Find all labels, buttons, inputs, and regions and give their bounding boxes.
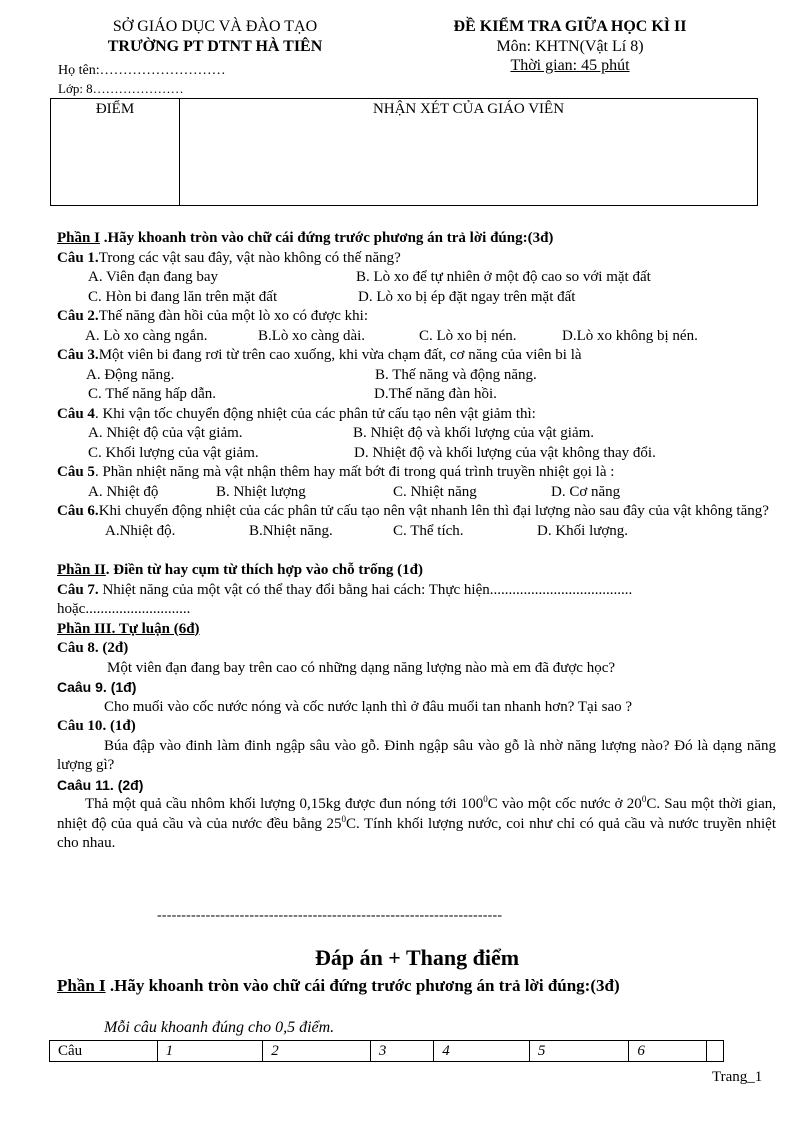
option-d: D.Lò xo không bị nén.	[562, 327, 698, 344]
answer-title: Đáp án + Thang điểm	[314, 945, 520, 970]
score-table	[50, 98, 758, 206]
answer-part1-title: .Hãy khoanh tròn vào chữ cái đứng trước phương án trả lời đúng:(3đ)	[105, 976, 620, 995]
table-cell	[706, 1041, 723, 1062]
question-1-options-row1	[57, 268, 777, 288]
part2-heading	[57, 561, 777, 581]
score-column: ĐIỂM	[51, 99, 180, 205]
table-cell: 6	[629, 1041, 706, 1062]
question-5-options	[57, 483, 777, 503]
question-points: . (1đ)	[102, 718, 136, 734]
question-6-options	[57, 522, 777, 542]
option-d: D. Cơ năng	[551, 483, 621, 500]
option-d: D. Khối lượng.	[537, 522, 629, 539]
option-a: A. Viên đạn đang bay	[88, 269, 219, 285]
option-c: C. Lò xo bị nén.	[419, 327, 517, 344]
option-b: B. Nhiệt lượng	[216, 483, 306, 500]
question-label: Câu 4	[57, 405, 95, 422]
question-text: Khi chuyển động nhiệt của các phân tử cấu tạo nên vật nhanh lên thì đại lượng nào sau đây của vật không tăng?	[98, 503, 769, 519]
option-c: C. Thể tích.	[393, 522, 464, 539]
question-1	[57, 249, 777, 269]
answer-table	[49, 1040, 724, 1062]
option-a: A. Động năng.	[86, 366, 175, 383]
question-text: Thế năng đàn hồi của một lò xo có được khi:	[98, 308, 369, 324]
question-6	[57, 502, 776, 522]
option-a: A.Nhiệt độ.	[105, 522, 176, 539]
school-name: TRƯỜNG PT DTNT HÀ TIÊN	[107, 37, 323, 55]
option-a: A. Lò xo càng ngắn.	[85, 327, 208, 344]
option-c: C. Thế năng hấp dẫn.	[88, 386, 217, 402]
option-c: C. Khối lượng của vật giảm.	[88, 444, 259, 461]
q11-superscript: 0	[483, 794, 488, 804]
student-name-field: Họ tên:………………………	[58, 63, 226, 78]
question-3	[57, 346, 777, 366]
part3-heading: Phần III. Tự luận (6đ)	[57, 620, 200, 637]
answer-note: Mỗi câu khoanh đúng cho 0,5 điểm.	[104, 1019, 335, 1036]
exam-content	[57, 229, 777, 854]
option-d: D.Thế năng đàn hồi.	[374, 386, 497, 402]
table-cell: 2	[263, 1041, 371, 1062]
question-7	[57, 581, 777, 601]
question-label: Câu 3.	[57, 347, 99, 363]
q11-text-d: C. Tính khối lượng nước, coi như chỉ có quả cầu và nước truyền nhiệt cho nhau.	[57, 815, 776, 851]
question-label: Câu 5	[57, 464, 95, 480]
table-cell: 1	[157, 1041, 263, 1062]
question-9-text: Cho muối vào cốc nước nóng và cốc nước lạnh thì ở đâu muối tan nhanh hơn? Tại sao ?	[104, 698, 633, 715]
question-2	[57, 307, 777, 327]
part1-heading	[57, 229, 777, 249]
question-label: Câu 2.	[57, 308, 99, 324]
question-label: Câu 10	[57, 718, 103, 734]
question-text: . Khi vận tốc chuyển động nhiệt của các phân tử cấu tạo nên vật giảm thì:	[94, 405, 536, 422]
option-c: C. Nhiệt năng	[393, 483, 477, 500]
table-cell: 5	[529, 1041, 629, 1062]
part1-label: Phần I	[57, 230, 100, 246]
question-10-text: Búa đập vào đinh làm đinh ngập sâu vào gỗ. Đinh ngập sâu vào gỗ là nhờ năng lượng nào? Đó là dạng năng lượng gì?	[57, 737, 776, 773]
class-field: Lớp: 8…………………	[58, 81, 184, 96]
department-name: SỞ GIÁO DỤC VÀ ĐÀO TẠO	[112, 18, 318, 35]
option-d: D. Lò xo bị ép đặt ngay trên mặt đất	[358, 288, 576, 305]
q11-text-b: C vào một cốc nước ở 20	[487, 796, 642, 812]
q11-superscript: 0	[341, 813, 346, 824]
option-d: D. Nhiệt độ và khối lượng của vật không thay đổi.	[354, 444, 656, 461]
page-number: Trang_1	[712, 1069, 763, 1085]
teacher-comment-column: NHẬN XÉT CỦA GIÁO VIÊN	[372, 101, 565, 117]
school-header	[60, 17, 370, 56]
question-text: Một viên bi đang rơi từ trên cao xuống, khi vừa chạm đất, cơ năng của viên bi là	[98, 347, 582, 363]
question-4-options-row2	[57, 444, 777, 464]
question-11-label: Caâu 11. (2đ)	[57, 776, 144, 793]
question-8-text: Một viên đạn đang bay trên cao có những dạng năng lượng nào mà em đã được học?	[107, 659, 616, 676]
q11-superscript: 0	[641, 794, 647, 804]
question-1-options-row2	[57, 288, 777, 308]
option-a: A. Nhiệt độ	[88, 483, 159, 500]
option-b: B. Thế năng và động năng.	[375, 366, 537, 383]
part1-title: .Hãy khoanh tròn vào chữ cái đứng trước phương án trả lời đúng:(3đ)	[99, 230, 554, 246]
question-label: Câu 1.	[57, 249, 99, 266]
option-b: B.Nhiệt năng.	[249, 522, 333, 539]
question-3-options-row1	[57, 366, 777, 386]
option-a: A. Nhiệt độ của vật giảm.	[88, 425, 243, 441]
question-11-text	[57, 795, 776, 854]
table-row	[50, 1041, 724, 1062]
question-3-options-row2	[57, 385, 777, 405]
question-text: . Phần nhiệt năng mà vật nhận thêm hay mất bớt đi trong quá trình truyền nhiệt gọi là :	[94, 464, 615, 480]
option-b: B. Nhiệt độ và khối lượng của vật giảm.	[353, 425, 595, 441]
table-cell: Câu	[50, 1041, 158, 1062]
answer-part1-label: Phần I	[57, 976, 106, 995]
option-b: B. Lò xo để tự nhiên ở một độ cao so với mặt đất	[356, 269, 651, 285]
question-8-label: Câu 8. (2đ)	[57, 640, 129, 656]
separator-line: -----------------------------------------------------------------------	[157, 908, 503, 923]
option-c: C. Hòn bi đang lăn trên mặt đất	[88, 288, 278, 305]
option-b: B.Lò xo càng dài.	[258, 327, 366, 344]
question-5	[57, 463, 777, 483]
question-label: Câu 6.	[57, 503, 99, 519]
question-4	[57, 405, 777, 425]
subject: Môn: KHTN(Vật Lí 8)	[496, 37, 644, 55]
question-4-options-row1	[57, 424, 777, 444]
question-7-continued: hoặc............................	[57, 601, 191, 617]
question-text: Nhiệt năng của một vật có thể thay đổi bằng hai cách: Thực hiện......................................	[98, 581, 633, 598]
part2-title: . Điền từ hay cụm từ thích hợp vào chỗ trống (1đ)	[105, 562, 423, 578]
exam-duration: Thời gian: 45 phút	[510, 57, 630, 74]
q11-text-a: Thả một quả cầu nhôm khối lượng 0,15kg được đun nóng tới 100	[85, 796, 484, 812]
answer-part1-heading	[57, 976, 620, 996]
exam-title: ĐỀ KIỂM TRA GIỮA HỌC KÌ II	[453, 18, 687, 35]
question-9-label: Caâu 9. (1đ)	[57, 679, 137, 695]
q11-text-c: C. Sau một thời gian, nhiệt độ của quả cầu và của nước đều bằng 25	[57, 796, 777, 832]
question-label: Câu 7.	[57, 581, 99, 598]
question-text: Trong các vật sau đây, vật nào không có thế năng?	[98, 249, 401, 266]
question-2-options	[57, 327, 777, 347]
part2-label: Phần II	[57, 562, 106, 578]
question-10-label	[57, 717, 777, 737]
table-cell: 4	[434, 1041, 530, 1062]
table-cell: 3	[370, 1041, 433, 1062]
exam-header	[405, 17, 735, 76]
